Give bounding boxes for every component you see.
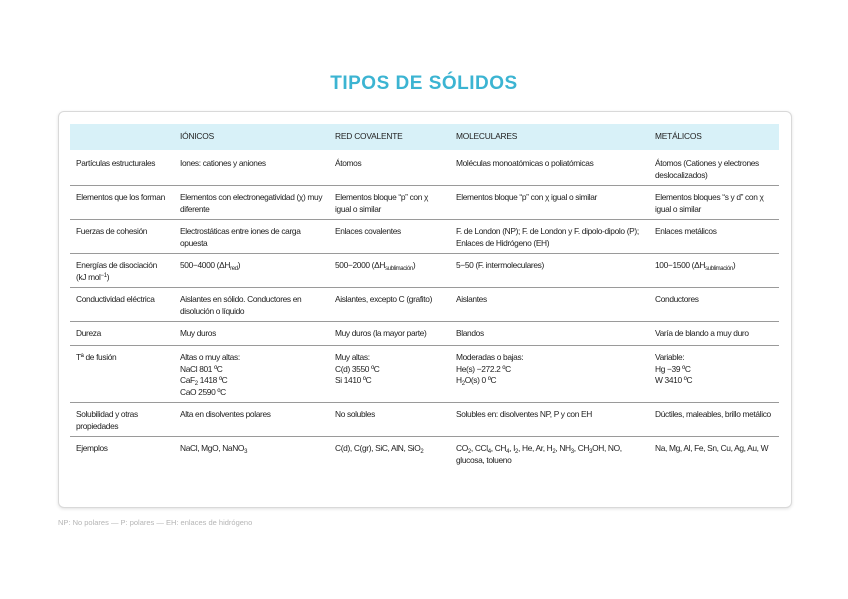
cell-text: 500−4000 (ΔH [180,260,231,270]
cell: Elementos con electronegatividad (χ) muy diferente [174,186,329,220]
row-label: Elementos que los forman [70,186,174,220]
cell-line: CaO 2590 ºC [180,386,226,397]
table-row [70,186,779,220]
row-label: Fuerzas de cohesión [70,220,174,254]
subscript: 2 [552,449,556,455]
cell: Aislantes en sólido. Conductores en disolución o líquido [174,288,329,322]
cell: 5−50 (F. intermoleculares) [450,254,649,288]
cell-text: , He, Ar, H [518,443,553,453]
cell-text: , CCl [470,443,488,453]
cell: Alta en disolventes polares [174,403,329,437]
table-row [70,403,779,437]
cell-text: 500−2000 (ΔH [335,260,386,270]
cell: Moléculas monoatómicas o poliatómicas [456,158,594,168]
cell: Muy duros (la mayor parte) [329,322,450,346]
header-cell-empty [70,124,174,150]
cell-line: He(s) −272.2 ºC [456,363,511,374]
table-card [58,111,792,508]
subscript: 4 [506,449,510,455]
subscript: red [230,266,238,272]
subscript: 4 [487,449,491,455]
cell [450,346,649,403]
cell-line: Altas o muy altas: [180,352,240,362]
cell-text: , NH [555,443,571,453]
cell-line: Moderadas o bajas: [456,352,524,362]
cell: F. de London (NP); F. de London y F. dipolo-dipolo (P); Enlaces de Hidrógeno (EH) [450,220,649,254]
label-end: ) [106,271,110,282]
row-label: Dureza [70,322,174,346]
cell-line [180,375,323,387]
row-label: Partículas estructurales [76,158,156,168]
table-row [70,288,779,322]
cell: Átomos [335,158,362,168]
header-cell-red-covalente: RED COVALENTE [329,124,450,150]
cell [329,254,450,288]
cell-text: , CH [490,443,507,453]
cell-line: Hg −39 ºC [655,363,691,374]
cell: Elementos bloque “p” con χ igual o similar [450,186,649,220]
cell: Aislantes [450,288,649,322]
cell: Conductores [649,288,779,322]
cell [329,346,450,403]
table-row [70,254,779,288]
table-row [70,346,779,403]
table-row [70,220,779,254]
subscript: 3 [244,449,248,455]
header-cell-ionicos: IÓNICOS [174,124,329,150]
footnote: NP: No polares — P: polares — EH: enlaces de hidrógeno [58,518,253,527]
cell [329,437,450,471]
subscript: 3 [589,449,593,455]
cell-text: H [456,375,462,385]
subscript: 2 [420,449,424,455]
cell-text: CO [456,443,468,453]
cell [649,254,779,288]
cell-end: ) [732,260,736,270]
cell-text: OH, NO, glucosa, tolueno [456,443,622,465]
cell-end: ) [237,260,241,270]
cell-end: ) [412,260,416,270]
header-cell-moleculares: MOLECULARES [450,124,649,150]
cell [174,437,329,471]
cell: Electrostáticas entre iones de carga opuesta [174,220,329,254]
table-row [70,150,779,186]
cell-line: Muy altas: [335,352,370,362]
cell-end: O(s) 0 ºC [464,375,497,385]
cell: Na, Mg, Al, Fe, Sn, Cu, Ag, Au, W [649,437,779,471]
cell [450,437,649,471]
subscript: 2 [515,449,519,455]
solids-table [70,124,779,470]
table-row [70,437,779,471]
row-label: Conductividad eléctrica [70,288,174,322]
cell-text: NaCl, MgO, NaNO [180,443,245,453]
cell: Iones: cationes y aniones [180,158,266,168]
subscript: sublimación [385,266,413,272]
cell-line: Variable: [655,352,685,362]
cell-text: , CH [573,443,590,453]
cell-text: , I [509,443,516,453]
header-cell-metalicos: METÁLICOS [649,124,779,150]
cell-text: CaF [180,375,195,385]
cell: Solubles en: disolventes NP, P y con EH [450,403,649,437]
table-row [70,322,779,346]
subscript: 3 [570,449,574,455]
cell: Aislantes, excepto C (grafito) [329,288,450,322]
subscript: sublimación [705,266,733,272]
cell-line: C(d) 3550 ºC [335,363,380,374]
cell: Elementos bloque “p” con χ igual o similar [329,186,450,220]
cell-line [456,375,643,387]
subscript: 2 [461,381,465,387]
label-text: Energías de disociación (kJ mol [76,260,157,282]
row-label: Ejemplos [70,437,174,471]
cell-end: 1418 ºC [197,375,228,385]
row-label: Solubilidad y otras propiedades [70,403,174,437]
superscript: −1 [100,272,107,279]
subscript: 2 [194,381,198,387]
cell-text: C(d), C(gr), SiC, AlN, SiO [335,443,421,453]
cell: Blandos [450,322,649,346]
cell: Muy duros [174,322,329,346]
cell [649,346,779,403]
cell: Dúctiles, maleables, brillo metálico [649,403,779,437]
cell: No solubles [329,403,450,437]
cell-line: Si 1410 ºC [335,375,372,385]
cell: Elementos bloques “s y d” con χ igual o similar [649,186,779,220]
subscript: 2 [467,449,471,455]
cell-line: NaCl 801 ºC [180,363,223,374]
page-title: TIPOS DE SÓLIDOS [330,73,518,94]
cell: Enlaces metálicos [649,220,779,254]
cell-line: W 3410 ºC [655,375,693,385]
cell [174,346,329,403]
row-label: Tª de fusión [70,346,174,403]
cell [174,254,329,288]
cell: Varía de blando a muy duro [649,322,779,346]
cell: Enlaces covalentes [329,220,450,254]
header-row [70,124,779,150]
cell-text: 100−1500 (ΔH [655,260,706,270]
row-label [70,254,174,288]
cell: Átomos (Cationes y electrones deslocalizados) [655,158,759,180]
